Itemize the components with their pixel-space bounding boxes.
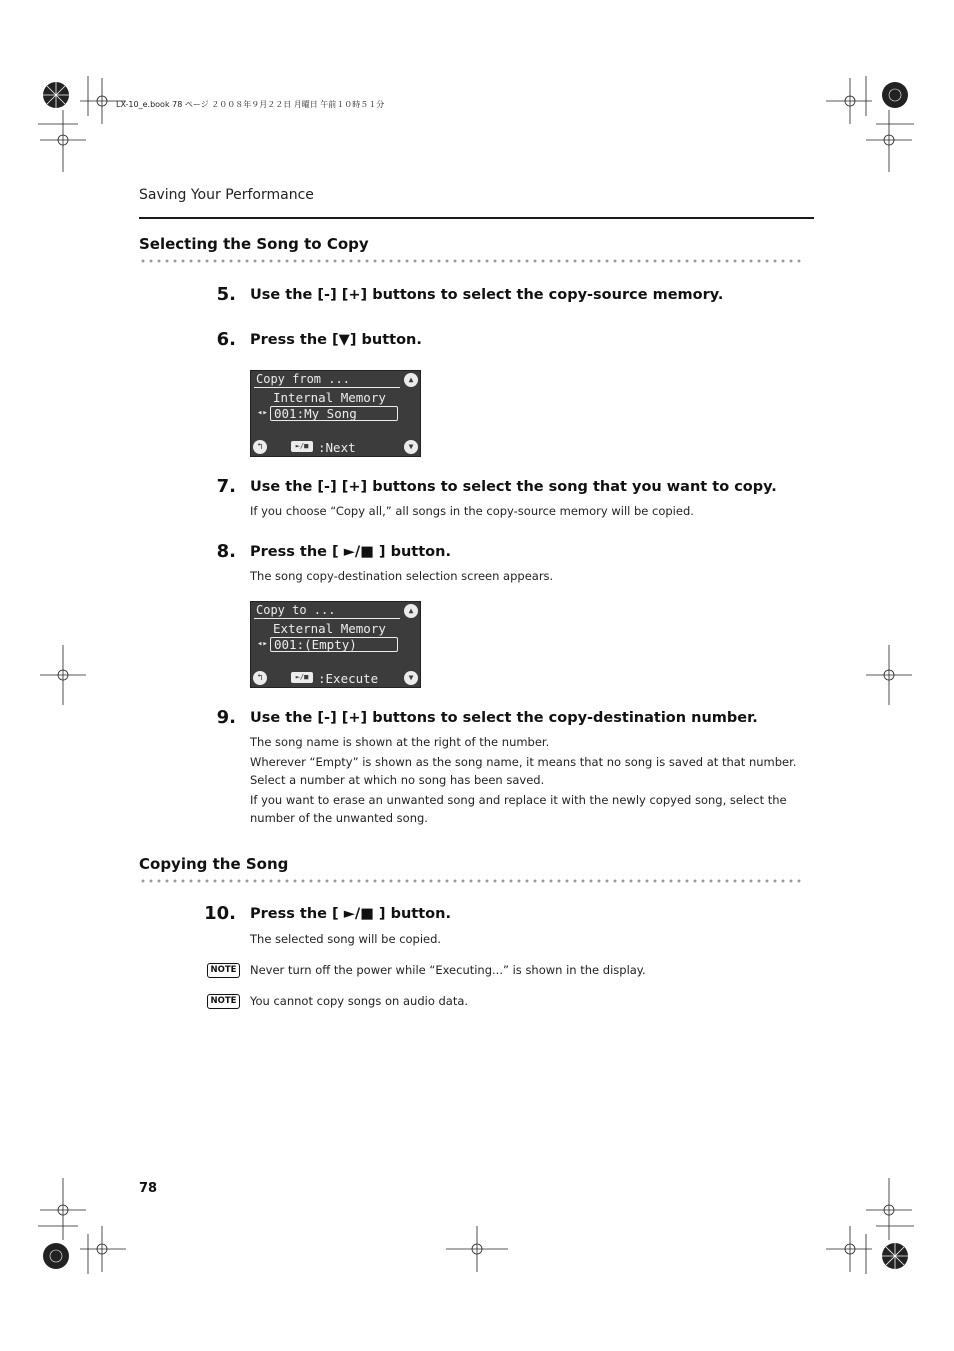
section-header: Saving Your Performance	[139, 187, 314, 203]
step-number: 7.	[216, 476, 236, 497]
step-body: If you want to erase an unwanted song and replace it with the newly copyed song, select the number of the unwanted song.	[250, 793, 787, 825]
step-number: 6.	[216, 329, 236, 350]
step-body: The song name is shown at the right of the number.	[250, 735, 550, 749]
note-badge: NOTE	[207, 994, 240, 1009]
step-body: If you choose “Copy all,” all songs in the copy-source memory will be copied.	[250, 504, 694, 518]
lcd-screen-copy-to	[250, 601, 421, 688]
screen-action: :Execute	[318, 671, 379, 686]
step-title: Use the [-] [+] buttons to select the copy-source memory.	[250, 287, 724, 303]
header-rule	[139, 217, 814, 219]
step-title: Use the [-] [+] buttons to select the song that you want to copy.	[250, 479, 777, 495]
heading-copying: Copying the Song	[139, 855, 289, 873]
step-body: The song copy-destination selection screen appears.	[250, 569, 554, 583]
step-number: 8.	[216, 541, 236, 562]
note-badge: NOTE	[207, 963, 240, 978]
left-right-arrow-icon: ◂▸	[257, 639, 268, 649]
up-arrow-icon: ▲	[404, 604, 418, 618]
print-mark: LX-10_e.book 78 ページ ２００８年９月２２日 月曜日 午前１０時５１分	[116, 100, 385, 109]
screen-action: :Next	[318, 440, 356, 455]
heading-select-song: Selecting the Song to Copy	[139, 235, 369, 253]
screen-title-underline	[254, 387, 400, 388]
step-number: 5.	[216, 284, 236, 305]
step-body: The selected song will be copied.	[250, 932, 442, 946]
screen-song: 001:(Empty)	[274, 637, 357, 652]
screen-memory: Internal Memory	[273, 390, 386, 405]
down-arrow-icon: ▼	[404, 440, 418, 454]
note-text: You cannot copy songs on audio data.	[250, 994, 469, 1008]
step-title: Press the [ ►/■ ] button.	[250, 906, 451, 922]
screen-title: Copy from ...	[256, 372, 350, 386]
screen-title: Copy to ...	[256, 603, 336, 617]
dotted-divider	[139, 879, 805, 883]
step-title: Press the [ ►/■ ] button.	[250, 544, 451, 560]
exit-icon: ↰	[253, 440, 267, 454]
step-title: Press the [▼] button.	[250, 332, 422, 348]
step-title: Use the [-] [+] buttons to select the copy-destination number.	[250, 710, 758, 726]
up-arrow-icon: ▲	[404, 373, 418, 387]
screen-title-underline	[254, 618, 400, 619]
note-text: Never turn off the power while “Executing...” is shown in the display.	[250, 963, 646, 977]
step-body: Wherever “Empty” is shown as the song name, it means that no song is saved at that number. Select a number at which no song has been saved.	[250, 755, 797, 787]
page-number: 78	[139, 1181, 158, 1196]
left-right-arrow-icon: ◂▸	[257, 408, 268, 418]
dotted-divider	[139, 259, 805, 263]
step-number: 10.	[204, 903, 236, 924]
down-arrow-icon: ▼	[404, 671, 418, 685]
exit-icon: ↰	[253, 671, 267, 685]
screen-song: 001:My Song	[274, 406, 357, 421]
screen-memory: External Memory	[273, 621, 386, 636]
play-stop-icon: ►/■	[291, 672, 313, 683]
play-stop-icon: ►/■	[291, 441, 313, 452]
lcd-screen-copy-from	[250, 370, 421, 457]
step-number: 9.	[216, 707, 236, 728]
